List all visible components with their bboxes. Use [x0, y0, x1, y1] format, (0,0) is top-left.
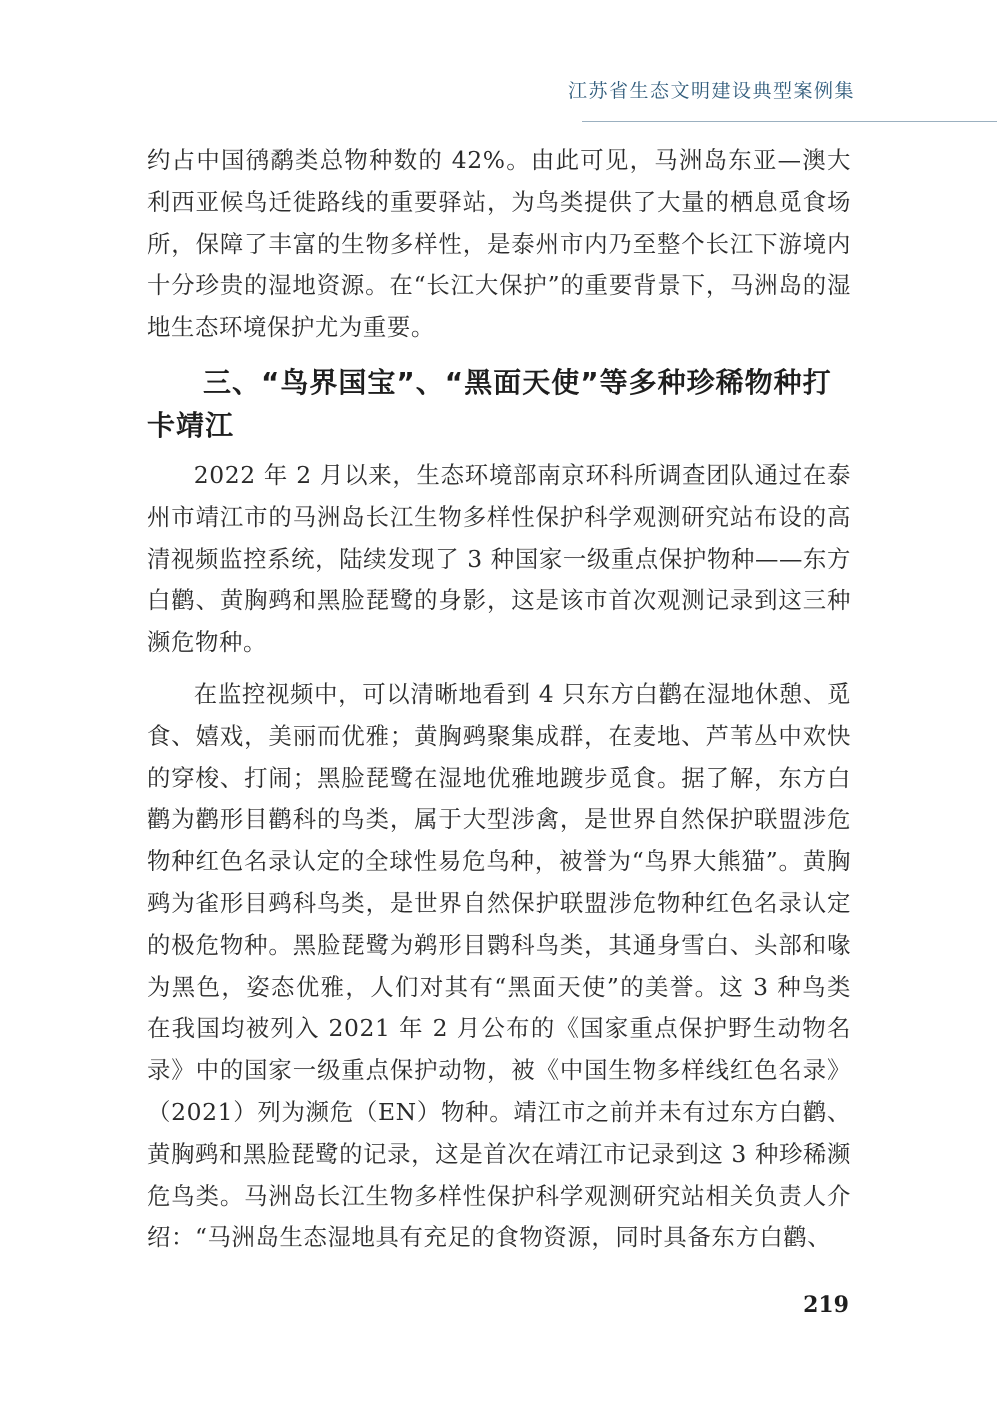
running-header-title: 江苏省生态文明建设典型案例集: [567, 80, 855, 102]
page-number: 219: [803, 1292, 849, 1318]
page-body: [147, 140, 851, 1259]
paragraph-discovery: 2022 年 2 月以来，生态环境部南京环科所调查团队通过在泰州市靖江市的马洲岛长江生物多样性保护科学观测研究站布设的高清视频监控系统，陆续发现了 3 种国家一级重点保护物种——东方白鹳、黄胸鹀和黑脸琵鹭的身影，这是该市首次观测记录到这三种濒危物种。: [147, 460, 851, 657]
paragraph-species-details: 在监控视频中，可以清晰地看到 4 只东方白鹳在湿地休憩、觅食、嬉戏，美丽而优雅；黄胸鹀聚集成群，在麦地、芦苇丛中欢快的穿梭、打闹；黑脸琵鹭在湿地优雅地踱步觅食。据了解，东方白鹳为鹳形目鹳科的鸟类，属于大型涉禽，是世界自然保护联盟涉危物种红色名录认定的全球性易危鸟种，被誉为“鸟界大熊猫”。黄胸鹀为雀形目鹀科鸟类，是世界自然保护联盟涉危物种红色名录认定的极危物种。黑脸琵鹭为鹈形目鹮科鸟类，其通身雪白、头部和喙为黑色，姿态优雅，人们对其有“黑面天使”的美誉。这 3 种鸟类在我国均被列入 2021 年 2 月公布的《国家重点保护野生动物名录》中的国家一级重点保护动物，被《中国生物多样线红色名录》（2021）列为濒危（EN）物种。靖江市之前并未有过东方白鹳、黄胸鹀和黑脸琵鹭的记录，这是首次在靖江市记录到这 3 种珍稀濒危鸟类。马洲岛长江生物多样性保护科学观测研究站相关负责人介绍：“马洲岛生态湿地具有充足的食物资源，同时具备东方白鹳、: [147, 679, 851, 1252]
section-heading: 三、“鸟界国宝”、“黑面天使”等多种珍稀物种打卡靖江: [147, 365, 832, 442]
paragraph-continuation: 约占中国鸻鹬类总物种数的 42%。由此可见，马洲岛东亚—澳大利西亚候鸟迁徙路线的重要驿站，为鸟类提供了大量的栖息觅食场所，保障了丰富的生物多样性，是泰州市内乃至整个长江下游境内十分珍贵的湿地资源。在“长江大保护”的重要背景下，马洲岛的湿地生态环境保护尤为重要。: [147, 146, 851, 342]
header-rule: [582, 121, 997, 122]
